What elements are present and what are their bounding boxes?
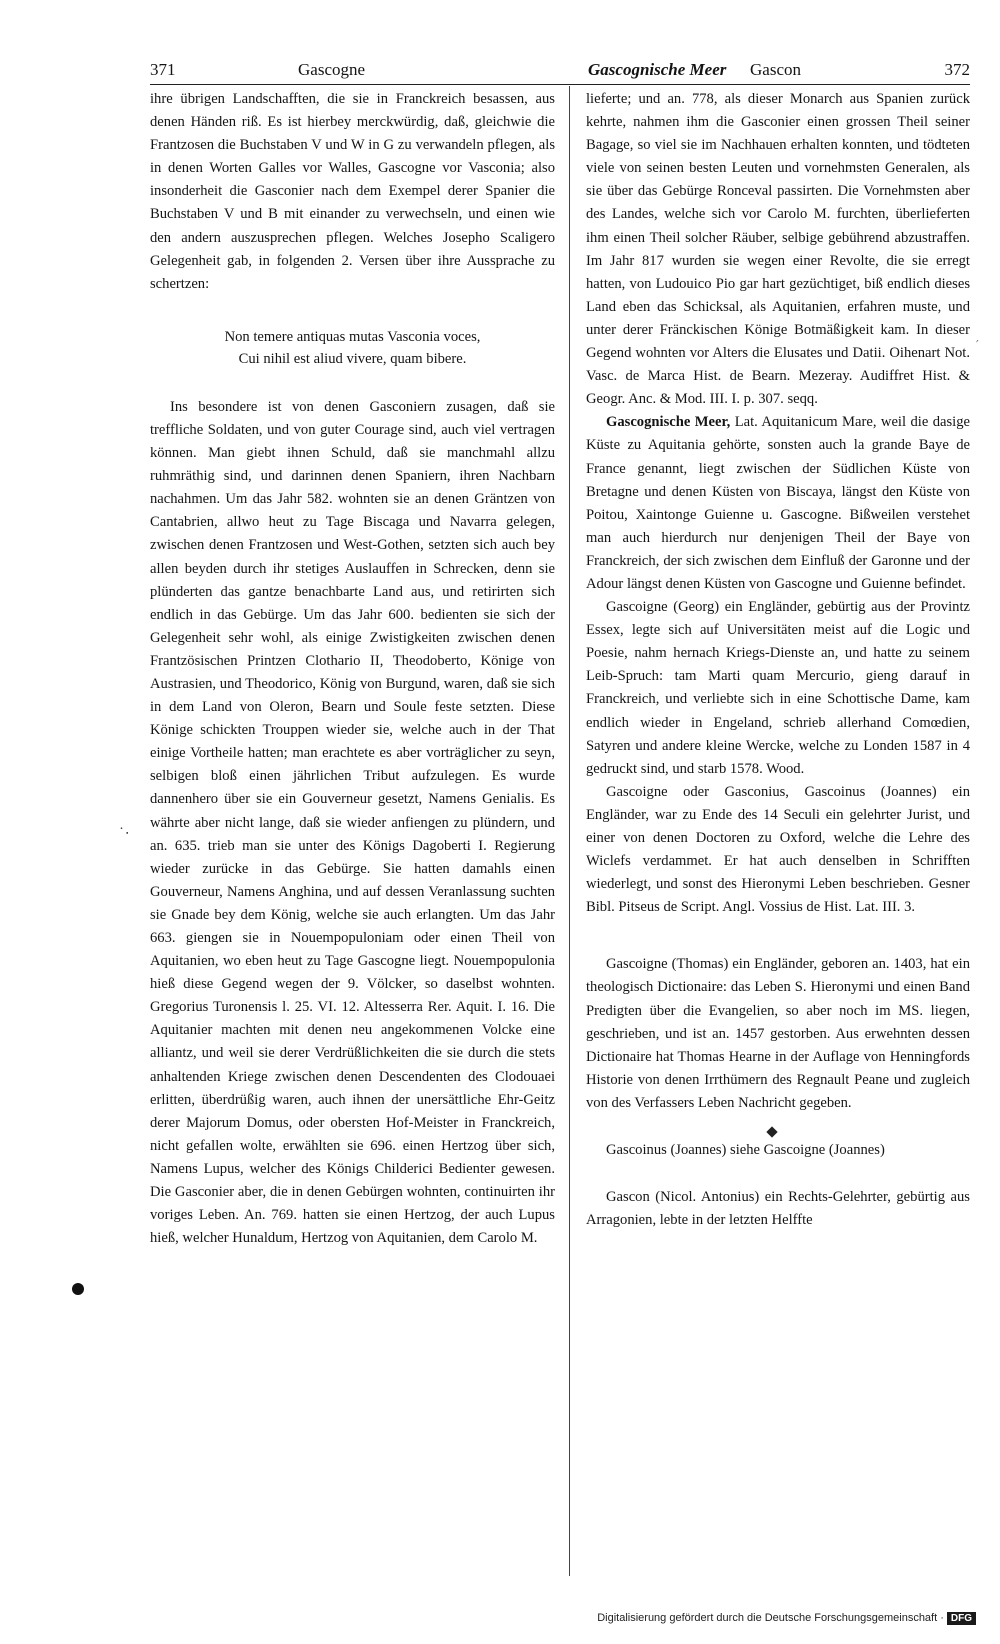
left-page-number: 371	[150, 60, 176, 79]
entry-gascoinus: Gascoinus (Joannes) siehe Gascoigne (Joannes)	[606, 1142, 885, 1159]
entry-gascoigne-thomas: Gascoigne (Thomas) ein Engländer, geboren an. 1403, hat ein theologisch Dictionaire: das Leben S. Hieronymi und einen Band Predigten über die Evangelien, so aber noch im MS. liegen, geschrieben, und ist an. 1457 gestorben. Aus erwehnten dessen Dictionaire hat Thomas Hearne in der Auflage von Henningfords Historie von denen Irrthümern des Regnault Peane und zugleich von des Verfassers Leben Nachricht gegeben.	[586, 956, 970, 1111]
right-page-number: 372	[944, 60, 970, 79]
entry-headword: Gascognische Meer,	[606, 414, 731, 431]
ink-dot-icon	[72, 1283, 84, 1295]
entry-text: Lat. Aquitanicum Mare, weil die dasige Küste zu Aquitania gehörte, sonsten auch la grande Baye de France genannt, liegt zwischen der Südlichen Küste von Bretagne und denen Küsten von Biscaya, längst den Küste von Poitou, Xaintonge Guienne u. Gascogne. Bißweilen verstehet man auch hierdurch nur denjenigen Theil der Baye von Franckreich, der sich zwischen dem Einfluß der Garonne und der Adour längst denen Küsten von Gascogne und Guienne befindet.	[586, 414, 970, 592]
dfg-logo-icon: DFG	[947, 1612, 976, 1625]
column-divider	[569, 86, 570, 1576]
paragraph: lieferte; und an. 778, als dieser Monarch aus Spanien zurück kehrte, nahmen ihm die Gasconier einen grossen Theil seiner Bagage, so viel sie im Nachhauen erhalten konnten, und tödteten viele von seinen besten Leuten und vornehmsten Generalen, als sie über das Gebürge Ronceval passirten. Die Vornehmsten aber des Landes, welche sich vor Carolo M. furchten, überlieferten ihm einen Theil solcher Räuber, selbige gebührend abzustraffen. Im Jahr 817 wurden sie wegen einer Revolte, die sie erregt hatten, von Ludouico Pio gar hart gezüchtiget, biß endlich dieses Land eben das Schicksal, als Aquitanien, erfahren muste, und unter derer Fränckischen Könige Botmäßigkeit kam. In dieser Gegend wohnten vor Alters die Elusates und Datii. Oihenart Not. Vasc. de Marca Hist. de Bearn. Mezeray. Audiffret Hist. & Geogr. Anc. & Mod. III. I. p. 307. seqq.	[586, 91, 970, 408]
entry-gascoigne-joannes: Gascoigne oder Gasconius, Gascoinus (Joannes) ein Engländer, war zu Ende des 14 Seculi ein gelehrter Jurist, und einer von denen Doctoren zu Oxford, welche die Lehre des Wiclefs verdammet. Er hat auch denselben in Schrifften wiederlegt, und sonst des Hieronymi Leben beschrieben. Gesner Bibl. Pitseus de Script. Angl. Vossius de Hist. Lat. III. 3.	[586, 783, 970, 916]
left-column	[150, 88, 555, 1588]
margin-tick-icon: ′	[976, 338, 979, 352]
digitization-footer	[597, 1612, 976, 1625]
page-header	[150, 58, 970, 85]
latin-verse	[150, 326, 555, 370]
paragraph: ihre übrigen Landschafften, die sie in Franckreich besassen, aus denen Händen riß. Es ist hierbey merckwürdig, daß, gleichwie die Frantzosen die Buchstaben V und W in G zu verwandeln pflegen, als in denen Worten Galles vor Walles, Gascogne vor Vasconia; also insonderheit die Gasconier nach dem Exempel derer Spanier die Buchstaben V und B mit einander zu verwechseln, und einen wie den andern auszusprechen pflegen. Welches Josepho Scaligero Gelegenheit gab, in folgenden 2. Versen über ihre Aussprache zu schertzen:	[150, 91, 555, 292]
verse-line: Cui nihil est aliud vivere, quam bibere.	[238, 350, 467, 367]
margin-mark-icon: ˙‧	[118, 826, 130, 842]
right-running-subtitle: Gascon	[750, 60, 801, 79]
right-column	[586, 88, 970, 1588]
entry-gascoigne-georg: Gascoigne (Georg) ein Engländer, gebürtig aus der Provintz Essex, legte sich auf Universitäten meist auf die Logic und Poesie, nahm hernach Kriegs-Dienste an, und hatte zu seinem Leib-Spruch: tam Marti quam Mercurio, gieng darauf in Franckreich, und verliebte sich in eine Schottische Dame, kam endlich wieder in Engeland, schrieb allerhand Comœdien, Satyren und andere kleine Wercke, welche zu Londen 1587 in 4 gedruckt sind, und starb 1578. Wood.	[586, 599, 970, 777]
right-running-title: Gascognische Meer	[588, 60, 727, 79]
entry-gascon: Gascon (Nicol. Antonius) ein Rechts-Gelehrter, gebürtig aus Arragonien, lebte in der letzten Helffte	[586, 1189, 970, 1229]
paragraph: Ins besondere ist von denen Gasconiern zusagen, daß sie treffliche Soldaten, und von guter Courage sind, auch viel vertragen können. Man giebt ihnen Schuld, daß sie manchmahl allzu ruhmräthig sind, und darinnen denen Spaniern, ihren Nachbarn nachahmen. Um das Jahr 582. wohnten sie an denen Gräntzen von Cantabrien, allwo heut zu Tage Biscaga und Navarra gelegen, zwischen denen Frantzosen und West-Gothen, setzten sich auch bey allen beyden durch ihr stetiges Auslauffen in Schrecken, denn sie plünderten das gantze benachbarte Land aus, und retirirten sich endlich in das Gebürge. Um das Jahr 600. bedienten sie sich der Gelegenheit sehr wohl, als einige Zwistigkeiten zwischen denen Frantzösischen Printzen Clothario II, Theodoberto, Könige von Austrasien, und Theodorico, König von Burgund, waren, daß sie sich in dem Land von Oleron, Bearn und Soule feste setzten. Diese Könige schickten Trouppen wieder sie, welche auch in der That einige Vortheile hatten; man erachtete es aber vorträglicher zu seyn, selbigen bloß einen jährlichen Tribut aufzulegen. Es wurde dannenhero über sie ein Gouverneur gesetzt, Namens Genialis. Es währte aber nicht lange, daß sie wieder anfiengen zu plündern, und an. 635. trieb man sie unter des Königs Dagoberti I. Regierung wieder zurücke in das Gebürge. Sie hatten damahls einen Gouverneur, Namens Anghina, und auf dessen Veranlassung suchten sie Gnade bey dem König, welche sie auch erlangten. Um das Jahr 663. giengen sie in Nouempopuloniam oder einen Theil von Aquitanien, wo eben heut zu Tage Gascogne liegt. Nouempopulonia hieß diese Gegend wegen der 9. Völcker, so daselbst wohnten. Gregorius Turonensis l. 25. VI. 12. Altesserra Rer. Aquit. I. 16. Die Aquitanier machten mit denen neu angekommenen Volcke eine alliantz, und weil sie derer Verdrüßlichkeiten die sie durch die stets anhaltenden Kriege zwischen denen Descendenten des Clodouaei erlitten, überdrüßig waren, auch ihnen der unersättliche Ehr-Geitz derer Majorum Domus, oder obersten Hof-Meister in Franckreich, nicht gefallen wolte, erwählten sie 696. einen Hertzog über sich, Namens Lupus, welcher des Königs Childerici Bedienter gewesen. Die Gasconier aber, die in denen Gebürgen wohnten, continuirten ihr voriges Leben. An. 769. hatten sie einen Hertzog, der auch Lupus hieß, welcher Hunaldum, Hertzog von Aquitanien, dem Carolo M.	[150, 398, 555, 1247]
entry-gascognische-meer	[586, 411, 970, 596]
footer-text: Digitalisierung gefördert durch die Deutsche Forschungsgemeinschaft ·	[597, 1612, 944, 1624]
verse-line: Non temere antiquas mutas Vasconia voces,	[224, 328, 481, 345]
left-running-title: Gascogne	[298, 60, 366, 79]
